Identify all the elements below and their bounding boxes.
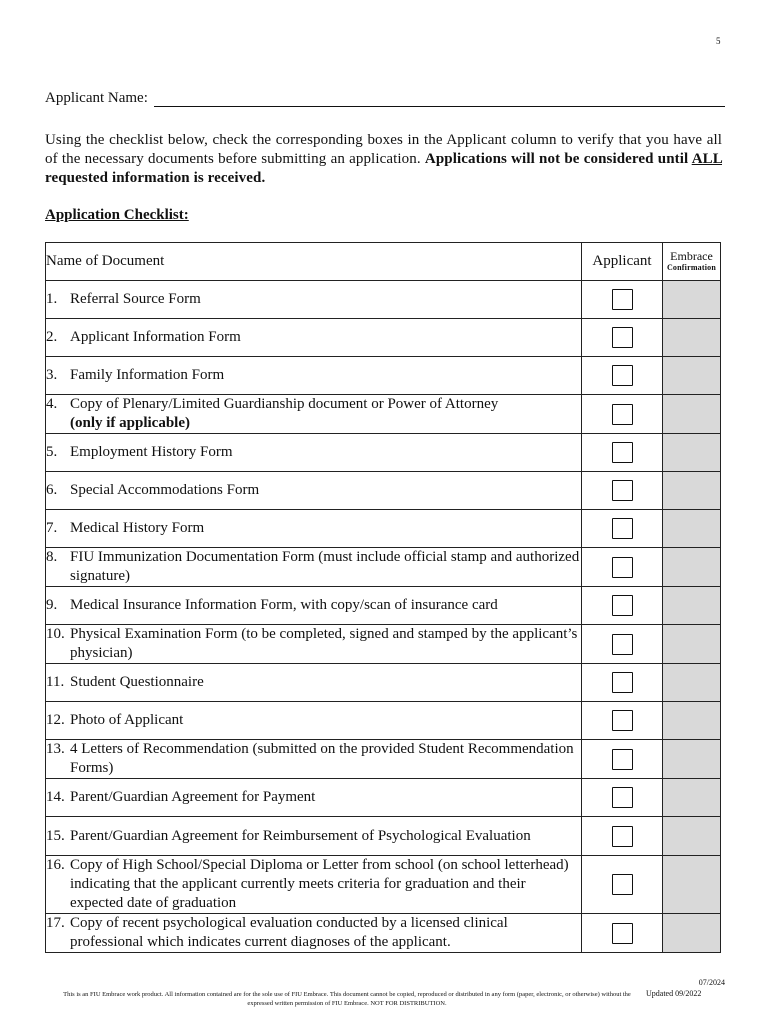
applicant-check-cell [582,587,663,625]
item-number: 4. [46,396,58,412]
item-label: Parent/Guardian Agreement for Reimbursement of Psychological Evaluation [70,827,531,844]
embrace-confirmation-cell [663,702,721,740]
applicant-checkbox[interactable] [612,518,633,539]
applicant-checkbox[interactable] [612,442,633,463]
instructions-warning-prefix: Applications will not be considered until [424,151,689,167]
embrace-confirmation-cell [663,587,721,625]
item-label: Medical History Form [70,520,205,536]
applicant-check-cell [582,740,663,779]
item-label: Physical Examination Form (to be completed, signed and stamped by the applicant’s physician) [70,626,578,661]
header-applicant: Applicant [582,243,663,281]
item-number: 12. [46,712,65,728]
item-label-wrap [70,366,581,385]
applicant-check-cell [582,434,663,472]
document-name-cell [46,587,582,625]
item-label: Student Questionnaire [70,674,204,690]
applicant-check-cell [582,817,663,856]
table-row [46,395,721,434]
item-number: 6. [46,482,58,498]
item-label-wrap [70,395,581,433]
header-embrace-confirmation [663,243,721,281]
applicant-check-cell [582,395,663,434]
embrace-confirmation-cell [663,395,721,434]
table-row [46,856,721,914]
applicant-checkbox[interactable] [612,289,633,310]
embrace-confirmation-cell [663,664,721,702]
table-header-row [46,243,721,281]
item-label-wrap [70,788,581,807]
header-confirmation: Confirmation [666,262,717,272]
applicant-check-cell [582,510,663,548]
embrace-confirmation-cell [663,779,721,817]
embrace-confirmation-cell [663,472,721,510]
table-row [46,817,721,856]
document-name-cell [46,817,582,856]
applicant-checkbox[interactable] [612,672,633,693]
applicant-checkbox[interactable] [612,874,633,895]
table-row [46,281,721,319]
applicant-checkbox[interactable] [612,634,633,655]
item-number: 9. [46,597,58,613]
item-label-wrap [70,290,581,309]
item-label-wrap [70,914,581,952]
item-number: 2. [46,329,58,345]
document-name-cell [46,357,582,395]
item-label: Parent/Guardian Agreement for Payment [70,789,316,805]
table-row [46,510,721,548]
item-label-wrap [70,443,581,462]
item-label-wrap [70,481,581,500]
item-number: 15. [46,827,65,844]
embrace-confirmation-cell [663,281,721,319]
embrace-confirmation-cell [663,548,721,587]
document-name-cell [46,856,582,914]
document-name-cell [46,510,582,548]
table-row [46,740,721,779]
document-name-cell [46,434,582,472]
item-note: (only if applicable) [70,415,191,431]
item-label-wrap [70,711,581,730]
item-label: Photo of Applicant [70,712,184,728]
table-row [46,319,721,357]
header-document: Name of Document [46,243,582,281]
document-name-cell [46,395,582,434]
item-label: Applicant Information Form [70,329,241,345]
table-row [46,914,721,953]
applicant-checkbox[interactable] [612,365,633,386]
document-name-cell [46,779,582,817]
applicant-checkbox[interactable] [612,710,633,731]
embrace-confirmation-cell [663,856,721,914]
item-label-wrap [70,625,581,663]
table-row [46,587,721,625]
table-row [46,702,721,740]
instructions-warning-all: ALL [691,151,723,167]
document-name-cell [46,740,582,779]
document-name-cell [46,319,582,357]
footer-date: 07/2024 [698,978,725,987]
applicant-check-cell [582,914,663,953]
item-number: 10. [46,626,65,642]
document-name-cell [46,281,582,319]
table-row [46,434,721,472]
item-label: Copy of Plenary/Limited Guardianship document or Power of Attorney [70,396,499,412]
item-label-wrap [70,548,581,586]
applicant-check-cell [582,472,663,510]
embrace-confirmation-cell [663,357,721,395]
item-number: 1. [46,291,58,307]
applicant-checkbox[interactable] [612,404,633,425]
applicant-name-field[interactable] [45,90,725,107]
embrace-confirmation-cell [663,625,721,664]
embrace-confirmation-cell [663,914,721,953]
table-row [46,548,721,587]
table-row [46,357,721,395]
table-row [46,779,721,817]
header-embrace: Embrace [670,248,713,263]
item-label: Copy of High School/Special Diploma or Letter from school (on school letterhead) indicating that the applicant currently meets criteria for graduation and their expected date of graduation [70,857,569,911]
document-name-cell [46,472,582,510]
embrace-confirmation-cell [663,740,721,779]
item-number: 17. [46,915,65,931]
item-label: Family Information Form [70,367,225,383]
item-label-wrap [70,519,581,538]
item-label: Medical Insurance Information Form, with copy/scan of insurance card [70,597,498,613]
instructions-text: Using the checklist below, check the corresponding boxes in the Applicant column to verify that you have all of the necessary documents before submitting an application. [45,132,722,167]
checklist-title: Application Checklist: [45,207,189,223]
applicant-name-underline[interactable] [154,90,725,107]
item-number: 7. [46,520,58,536]
document-name-cell [46,664,582,702]
footer-updated: Updated 09/2022 [646,989,702,998]
applicant-checkbox[interactable] [612,923,633,944]
item-label: FIU Immunization Documentation Form (must include official stamp and authorized signature) [70,549,580,584]
item-label-wrap [70,328,581,347]
item-label: Special Accommodations Form [70,482,260,498]
item-number: 8. [46,549,58,565]
applicant-check-cell [582,664,663,702]
embrace-confirmation-cell [663,510,721,548]
document-name-cell [46,914,582,953]
document-name-cell [46,625,582,664]
instructions-paragraph [45,131,722,188]
item-label-wrap [70,596,581,615]
applicant-check-cell [582,281,663,319]
item-number: 3. [46,367,58,383]
item-label-wrap [70,740,581,778]
page-number: 5 [716,36,721,46]
embrace-confirmation-cell [663,434,721,472]
table-row [46,625,721,664]
application-checklist-table [45,242,721,953]
embrace-confirmation-cell [663,319,721,357]
item-label: Employment History Form [70,444,233,460]
applicant-check-cell [582,702,663,740]
applicant-check-cell [582,779,663,817]
item-label-wrap [70,856,581,913]
document-name-cell [46,548,582,587]
applicant-checkbox[interactable] [612,826,633,847]
footer-disclaimer: This is an FIU Embrace work product. All information contained are for the sole use of FIU Embrace. This document cannot be copied, reproduced or distributed in any form (paper, electronic, or otherwise) without the expressed written permission of FIU Embrace. NOT FOR DISTRIBUTION. [63,991,631,1007]
item-number: 11. [46,674,65,690]
item-number: 5. [46,444,58,460]
applicant-checkbox[interactable] [612,327,633,348]
applicant-checkbox[interactable] [612,787,633,808]
applicant-checkbox[interactable] [612,557,633,578]
embrace-confirmation-cell [663,817,721,856]
item-number: 13. [46,741,65,757]
item-label-wrap [70,827,581,846]
applicant-checkbox[interactable] [612,749,633,770]
applicant-checkbox[interactable] [612,595,633,616]
applicant-check-cell [582,357,663,395]
table-row [46,664,721,702]
document-name-cell [46,702,582,740]
applicant-check-cell [582,625,663,664]
applicant-checkbox[interactable] [612,480,633,501]
item-number: 16. [46,857,65,873]
instructions-warning-suffix: requested information is received. [45,170,266,186]
item-label-wrap [70,673,581,692]
item-label: Referral Source Form [70,291,201,307]
applicant-check-cell [582,856,663,914]
item-number: 14. [46,789,65,805]
item-label: Copy of recent psychological evaluation conducted by a licensed clinical professional which indicates current diagnoses of the applicant. [70,915,508,950]
applicant-check-cell [582,548,663,587]
table-row [46,472,721,510]
applicant-check-cell [582,319,663,357]
applicant-name-label: Applicant Name: [45,90,148,106]
item-label: 4 Letters of Recommendation (submitted on the provided Student Recommendation Forms) [70,741,574,776]
